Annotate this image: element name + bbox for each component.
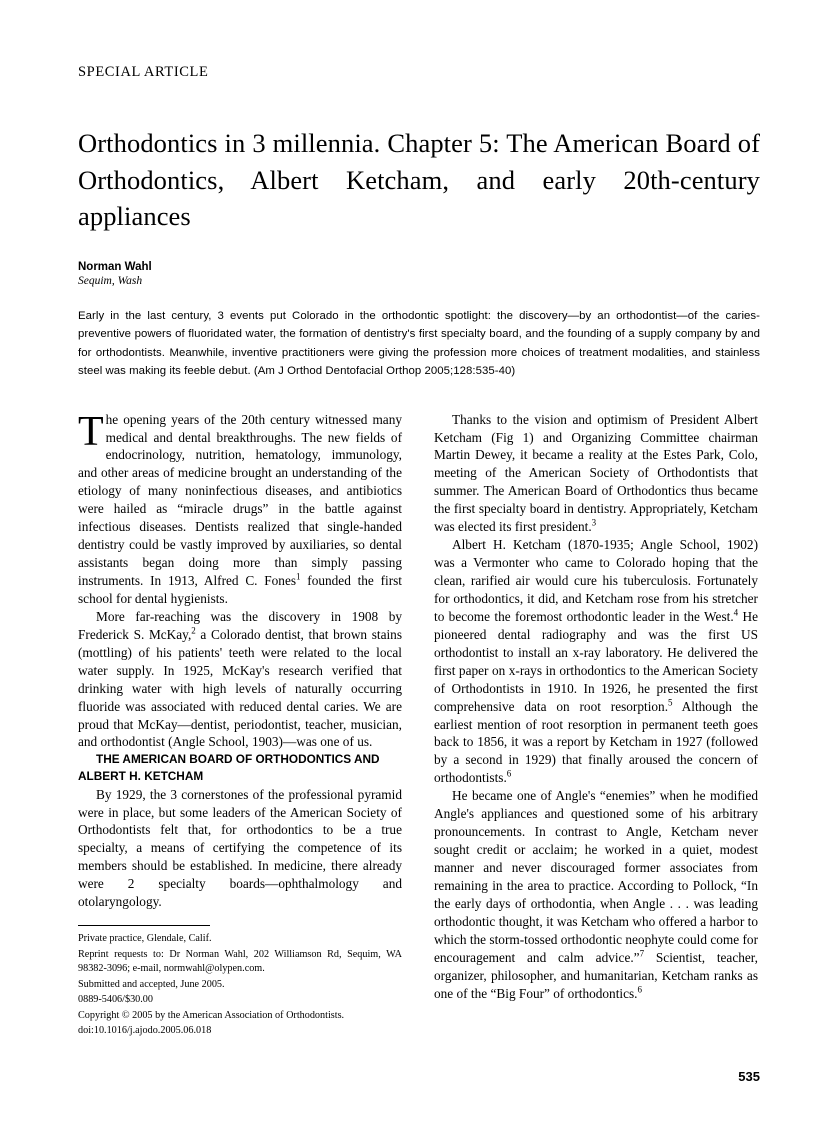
paragraph-pyramid: By 1929, the 3 cornerstones of the professional pyramid were in place, but some leaders of the American Society of Orthodontists felt that, for orthodontics to be a true specialty, a means of certifying the competence of its members should be established. In medicine, there already were 2 specialty boards—ophthalmology and otolaryngology.: [78, 786, 402, 910]
paragraph-mckay-b: a Colorado dentist, that brown stains (mottling) of his patients' teeth were related to the local water supply. In 1925, McKay's research verified that drinking water with high levels of naturally occurring fluoride was associated with reduced dental caries. We are proud that McKay—dentist, periodontist, teacher, musician, and orthodontist (Angle School, 1903)—was one of us.: [78, 626, 403, 750]
paragraph-ketcham-bio-b: He pioneered dental radiography and was the first US orthodontist to install an x-ray laboratory. He delivered the first paper on x-rays in orthodontics to the American Society of Orthodontists in 1910. In 1926, he presented the first comprehensive data on root resorption.: [434, 608, 758, 714]
section-label: SPECIAL ARTICLE: [78, 64, 209, 80]
footnote-doi: doi:10.1016/j.ajodo.2005.06.018: [78, 1025, 212, 1037]
author-name: Norman Wahl: [78, 260, 152, 273]
citation-marker: 6: [506, 768, 512, 779]
paragraph-ketcham-bio-c: Although the earliest mention of root resorption in permanent teeth goes back to 1856, it was a report by Ketcham in 1927 (followed by a second in 1929) that finally aroused the concern of orthodontists.: [434, 698, 758, 786]
footnote-issn: 0889-5406/$30.00: [78, 994, 153, 1006]
footnote-submitted: Submitted and accepted, June 2005.: [78, 978, 225, 990]
paragraph-ketcham-legacy: [434, 787, 758, 1002]
paragraph-ketcham-bio: [434, 536, 758, 787]
paragraph-mckay-a: More far-reaching was the discovery in 1908 by Frederick S. McKay,: [78, 608, 402, 642]
paragraph-abo-founding-b: ) and Organizing Committee chairman Martin Dewey, it became a reality at the Estes Park, Colo, meeting of the American Society of Orthodontists that summer. The American Board of Orthodontics thus became the first specialty board in dentistry. Appropriately, Ketcham was elected its first president.: [434, 429, 758, 535]
figure-reference-link[interactable]: Fig 1: [495, 429, 530, 445]
paragraph-abo-founding: [434, 411, 758, 537]
paragraph-ketcham-bio-a: Albert H. Ketcham (1870-1935; Angle School, 1902) was a Vermonter who came to Colorado hoping that the clean, rarified air would cure his tuberculosis. Fortunately for orthodontics, it did, and Ketcham rose from his stretcher to become the foremost orthodontic leader in the West.: [434, 537, 758, 624]
citation-marker: 3: [591, 517, 597, 528]
abstract: Early in the last century, 3 events put Colorado in the orthodontic spotlight: the discovery—by an orthodontist—of the caries-preventive powers of fluoridated water, the formation of dentistry's first specialty board, and the founding of a supply company by and for orthodontists. Meanwhile, inventive practitioners were giving the profession more choices of treatment modalities, and stainless steel was making its feeble debut. (Am J Orthod Dentofacial Orthop 2005;128:535-40): [78, 309, 760, 378]
citation-marker: 4: [733, 607, 739, 618]
paragraph-opening: [78, 408, 402, 608]
body-columns: [78, 408, 760, 1040]
page-title: Orthodontics in 3 millennia. Chapter 5: The American Board of Orthodontics, Albert Ketcham, and early 20th-century appliances: [78, 128, 760, 232]
author-affiliation: Sequim, Wash: [78, 274, 143, 287]
paragraph-opening-text: he opening years of the 20th century witnessed many medical and dental breakthroughs. The new fields of endocrinology, nutrition, hematology, immunology, and other areas of medicine brought an understanding of the etiology of many noninfectious diseases, and antibiotics were hailed as “miracle drugs” in the battle against infectious diseases. Dentists realized that single-handed dentistry could be vastly improved by auxiliaries, so dental assistants began doing more than simply passing instruments. In 1913, Alfred C. Fones: [78, 411, 402, 588]
footnote-practice: Private practice, Glendale, Calif.: [78, 933, 212, 945]
right-column: [434, 411, 758, 1003]
footnote-divider: [78, 925, 210, 926]
footnote-copyright: Copyright © 2005 by the American Association of Orthodontists.: [78, 1009, 345, 1021]
paragraph-mckay: [78, 608, 402, 752]
footnotes: [78, 932, 402, 1038]
citation-marker: 1: [296, 571, 301, 582]
citation-marker: 7: [639, 948, 645, 959]
footnote-reprint: Reprint requests to: Dr Norman Wahl, 202 Williamson Rd, Sequim, WA 98382-3096; e-mail, normwahl@olypen.com.: [78, 948, 402, 975]
citation-marker: 2: [191, 625, 196, 636]
citation-marker: 6: [637, 984, 642, 995]
paragraph-abo-founding-a: Thanks to the vision and optimism of President Albert Ketcham (: [434, 411, 758, 445]
drop-cap: T: [78, 408, 104, 455]
paragraph-ketcham-legacy-b: Scientist, teacher, organizer, philosopher, and humanitarian, Ketcham ranks as one of the “Big Four” of orthodontics.: [434, 949, 758, 1001]
citation-marker: 5: [668, 697, 673, 708]
paragraph-ketcham-legacy-a: He became one of Angle's “enemies” when he modified Angle's appliances and questioned some of his arbitrary pronouncements. In contrast to Angle, Ketcham never sought credit or acclaim; he worked in a quiet, modest manner and never discouraged former associates from remaining in the area to practice. According to Pollock, “In the early days of orthodontia, when Angle . . . was leading orthodontic thought, it was Ketcham who offered a harbor to which the storm-tossed orthodontic neophyte could come for encouragement and calm advice.”: [434, 788, 758, 965]
section-heading-abo: THE AMERICAN BOARD OF ORTHODONTICS AND ALBERT H. KETCHAM: [78, 752, 380, 784]
paragraph-opening-tail: founded the first school for dental hygienists.: [78, 573, 402, 606]
page-number: 535: [738, 1069, 760, 1084]
left-column: [78, 408, 403, 1040]
